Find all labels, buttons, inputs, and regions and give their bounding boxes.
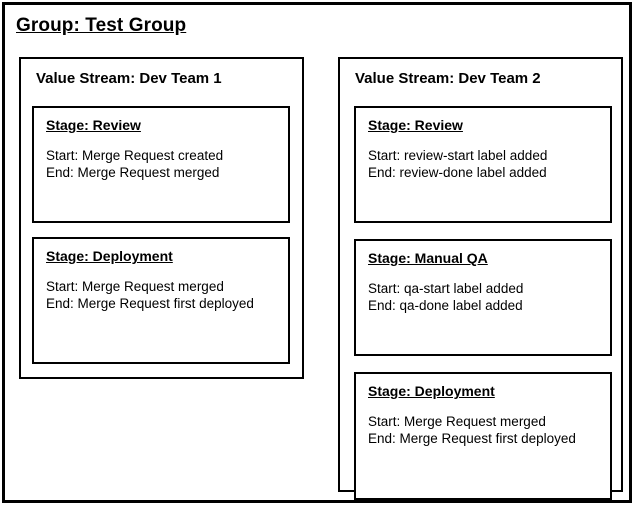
stage-start-event: Start: Merge Request merged [46, 279, 224, 294]
stage-start-event: Start: qa-start label added [368, 281, 524, 296]
value-stream-dev-team-2 [338, 57, 623, 492]
stage-card-manual-qa [354, 239, 612, 356]
stage-title: Stage: Deployment [368, 383, 495, 399]
stage-card-review [32, 106, 290, 223]
stage-start-event: Start: Merge Request merged [368, 414, 546, 429]
stage-title: Stage: Review [368, 117, 463, 133]
stage-title: Stage: Manual QA [368, 250, 488, 266]
value-stream-title: Value Stream: Dev Team 1 [36, 70, 222, 87]
stage-start-event: Start: Merge Request created [46, 148, 224, 163]
stage-card-deployment [354, 372, 612, 500]
value-stream-title: Value Stream: Dev Team 2 [355, 70, 541, 87]
stage-start-event: Start: review-start label added [368, 148, 548, 163]
stage-end-event: End: Merge Request first deployed [46, 296, 254, 311]
stage-title: Stage: Deployment [46, 248, 173, 264]
group-container [2, 2, 632, 503]
value-stream-dev-team-1 [19, 57, 304, 379]
stage-title: Stage: Review [46, 117, 141, 133]
stage-end-event: End: Merge Request merged [46, 165, 220, 180]
stage-end-event: End: review-done label added [368, 165, 547, 180]
stage-end-event: End: qa-done label added [368, 298, 523, 313]
stage-end-event: End: Merge Request first deployed [368, 431, 576, 446]
stage-card-review [354, 106, 612, 223]
group-title: Group: Test Group [16, 15, 187, 36]
stage-card-deployment [32, 237, 290, 364]
